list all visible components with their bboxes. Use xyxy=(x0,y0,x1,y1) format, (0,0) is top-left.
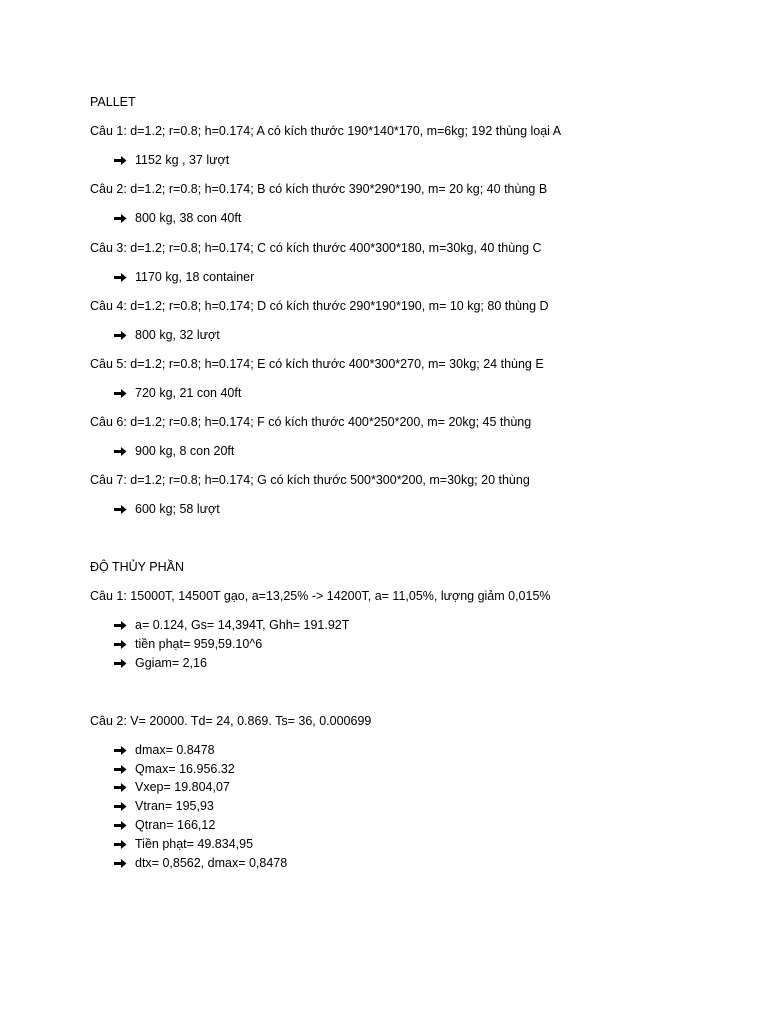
question-line: Câu 4: d=1.2; r=0.8; h=0.174; D có kích thước 290*190*190, m= 10 kg; 80 thùng D xyxy=(90,299,549,313)
section-heading-pallet: PALLET xyxy=(90,95,136,109)
answer-item xyxy=(114,269,254,285)
arrow-bullet-icon xyxy=(114,798,135,814)
answer-text: 1152 kg , 37 lượt xyxy=(135,153,230,167)
answer-text: Qmax= 16.956.32 xyxy=(135,762,235,776)
answer-text: Ggiam= 2,16 xyxy=(135,656,207,670)
arrow-bullet-icon xyxy=(114,836,135,852)
answer-item xyxy=(114,636,262,652)
answer-item xyxy=(114,617,349,633)
answer-text: Tiền phạt= 49.834,95 xyxy=(135,837,254,851)
answer-item xyxy=(114,779,230,795)
question-line: Câu 2: V= 20000. Td= 24, 0.869. Ts= 36, 0.000699 xyxy=(90,714,372,728)
question-line: Câu 2: d=1.2; r=0.8; h=0.174; B có kích thước 390*290*190, m= 20 kg; 40 thùng B xyxy=(90,182,548,196)
answer-item xyxy=(114,210,241,226)
arrow-bullet-icon xyxy=(114,152,135,168)
answer-item xyxy=(114,152,229,168)
answer-text: Vxep= 19.804,07 xyxy=(135,780,230,794)
answer-item xyxy=(114,501,220,517)
arrow-bullet-icon xyxy=(114,443,135,459)
answer-text: 1170 kg, 18 container xyxy=(135,270,255,284)
answer-text: dtx= 0,8562, dmax= 0,8478 xyxy=(135,856,288,870)
arrow-bullet-icon xyxy=(114,761,135,777)
arrow-bullet-icon xyxy=(114,855,135,871)
answer-item xyxy=(114,327,220,343)
arrow-bullet-icon xyxy=(114,779,135,795)
question-line: Câu 7: d=1.2; r=0.8; h=0.174; G có kích thước 500*300*200, m=30kg; 20 thùng xyxy=(90,473,530,487)
answer-item xyxy=(114,742,215,758)
arrow-bullet-icon xyxy=(114,501,135,517)
answer-text: tiền phạt= 959,59.10^6 xyxy=(135,637,263,651)
section-heading-thuyphan: ĐỘ THỦY PHẦN xyxy=(90,560,185,574)
answer-text: dmax= 0.8478 xyxy=(135,743,215,757)
answer-item xyxy=(114,836,253,852)
question-line: Câu 3: d=1.2; r=0.8; h=0.174; C có kích thước 400*300*180, m=30kg, 40 thùng C xyxy=(90,241,542,255)
answer-text: a= 0.124, Gs= 14,394T, Ghh= 191.92T xyxy=(135,618,350,632)
answer-text: Vtran= 195,93 xyxy=(135,799,214,813)
question-line: Câu 5: d=1.2; r=0.8; h=0.174; E có kích thước 400*300*270, m= 30kg; 24 thùng E xyxy=(90,357,544,371)
answer-item xyxy=(114,855,287,871)
answer-item xyxy=(114,655,207,671)
answer-item xyxy=(114,385,241,401)
arrow-bullet-icon xyxy=(114,655,135,671)
arrow-bullet-icon xyxy=(114,385,135,401)
question-line: Câu 1: d=1.2; r=0.8; h=0.174; A có kích thước 190*140*170, m=6kg; 192 thùng loại A xyxy=(90,124,562,138)
arrow-bullet-icon xyxy=(114,617,135,633)
answer-item xyxy=(114,761,235,777)
answer-item xyxy=(114,817,215,833)
answer-item xyxy=(114,443,234,459)
arrow-bullet-icon xyxy=(114,210,135,226)
answer-text: 720 kg, 21 con 40ft xyxy=(135,386,242,400)
answer-text: Qtran= 166,12 xyxy=(135,818,216,832)
question-line: Câu 1: 15000T, 14500T gạo, a=13,25% -> 14200T, a= 11,05%, lượng giảm 0,015% xyxy=(90,589,551,603)
arrow-bullet-icon xyxy=(114,742,135,758)
answer-text: 800 kg, 38 con 40ft xyxy=(135,211,242,225)
arrow-bullet-icon xyxy=(114,327,135,343)
answer-text: 900 kg, 8 con 20ft xyxy=(135,444,235,458)
answer-item xyxy=(114,798,214,814)
question-line: Câu 6: d=1.2; r=0.8; h=0.174; F có kích thước 400*250*200, m= 20kg; 45 thùng xyxy=(90,415,532,429)
answer-text: 600 kg; 58 lượt xyxy=(135,502,220,516)
arrow-bullet-icon xyxy=(114,636,135,652)
answer-text: 800 kg, 32 lượt xyxy=(135,328,220,342)
arrow-bullet-icon xyxy=(114,817,135,833)
arrow-bullet-icon xyxy=(114,269,135,285)
